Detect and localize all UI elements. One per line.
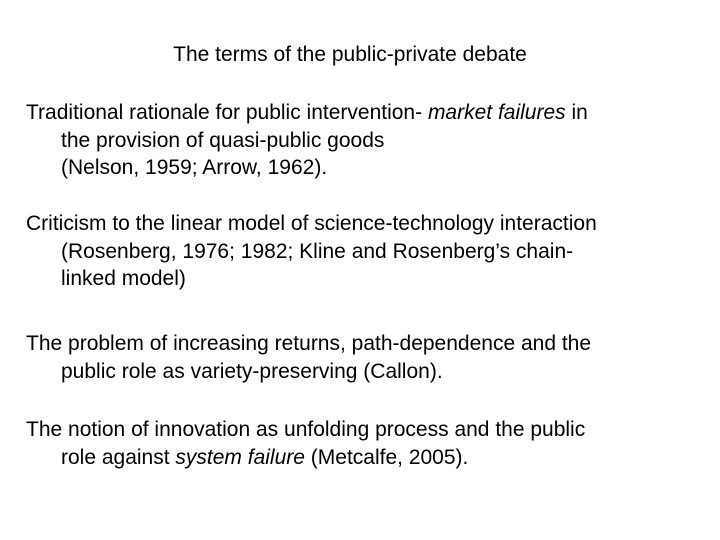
text-run: (Metcalfe, 2005). bbox=[304, 445, 469, 469]
paragraph-increasing-returns bbox=[26, 330, 706, 385]
paragraph-innovation-process bbox=[26, 416, 706, 471]
paragraph-line bbox=[26, 99, 706, 127]
text-run: in bbox=[565, 101, 588, 124]
text-run: Traditional rationale for public intervention- bbox=[26, 101, 428, 124]
paragraph-line: Criticism to the linear model of science-technology interaction bbox=[26, 212, 597, 235]
paragraph-line: (Rosenberg, 1976; 1982; Kline and Rosenberg’s chain- bbox=[61, 239, 574, 263]
paragraph-linear-model-criticism bbox=[26, 210, 706, 293]
paragraph-line: the provision of quasi-public goods bbox=[61, 128, 385, 152]
paragraph-line: linked model) bbox=[61, 267, 186, 290]
paragraph-line: public role as variety-preserving (Callon). bbox=[61, 359, 443, 383]
paragraph-line: The problem of increasing returns, path-dependence and the bbox=[26, 332, 592, 355]
paragraph-line bbox=[26, 444, 706, 472]
paragraph-line: The notion of innovation as unfolding process and the public bbox=[26, 418, 586, 441]
emphasis-market-failures: market failures bbox=[427, 101, 566, 124]
slide-title: The terms of the public-private debate bbox=[173, 43, 527, 66]
emphasis-system-failure: system failure bbox=[175, 445, 305, 469]
text-run: role against bbox=[61, 445, 176, 469]
paragraph-line: (Nelson, 1959; Arrow, 1962). bbox=[61, 156, 328, 179]
paragraph-traditional-rationale bbox=[26, 99, 706, 182]
